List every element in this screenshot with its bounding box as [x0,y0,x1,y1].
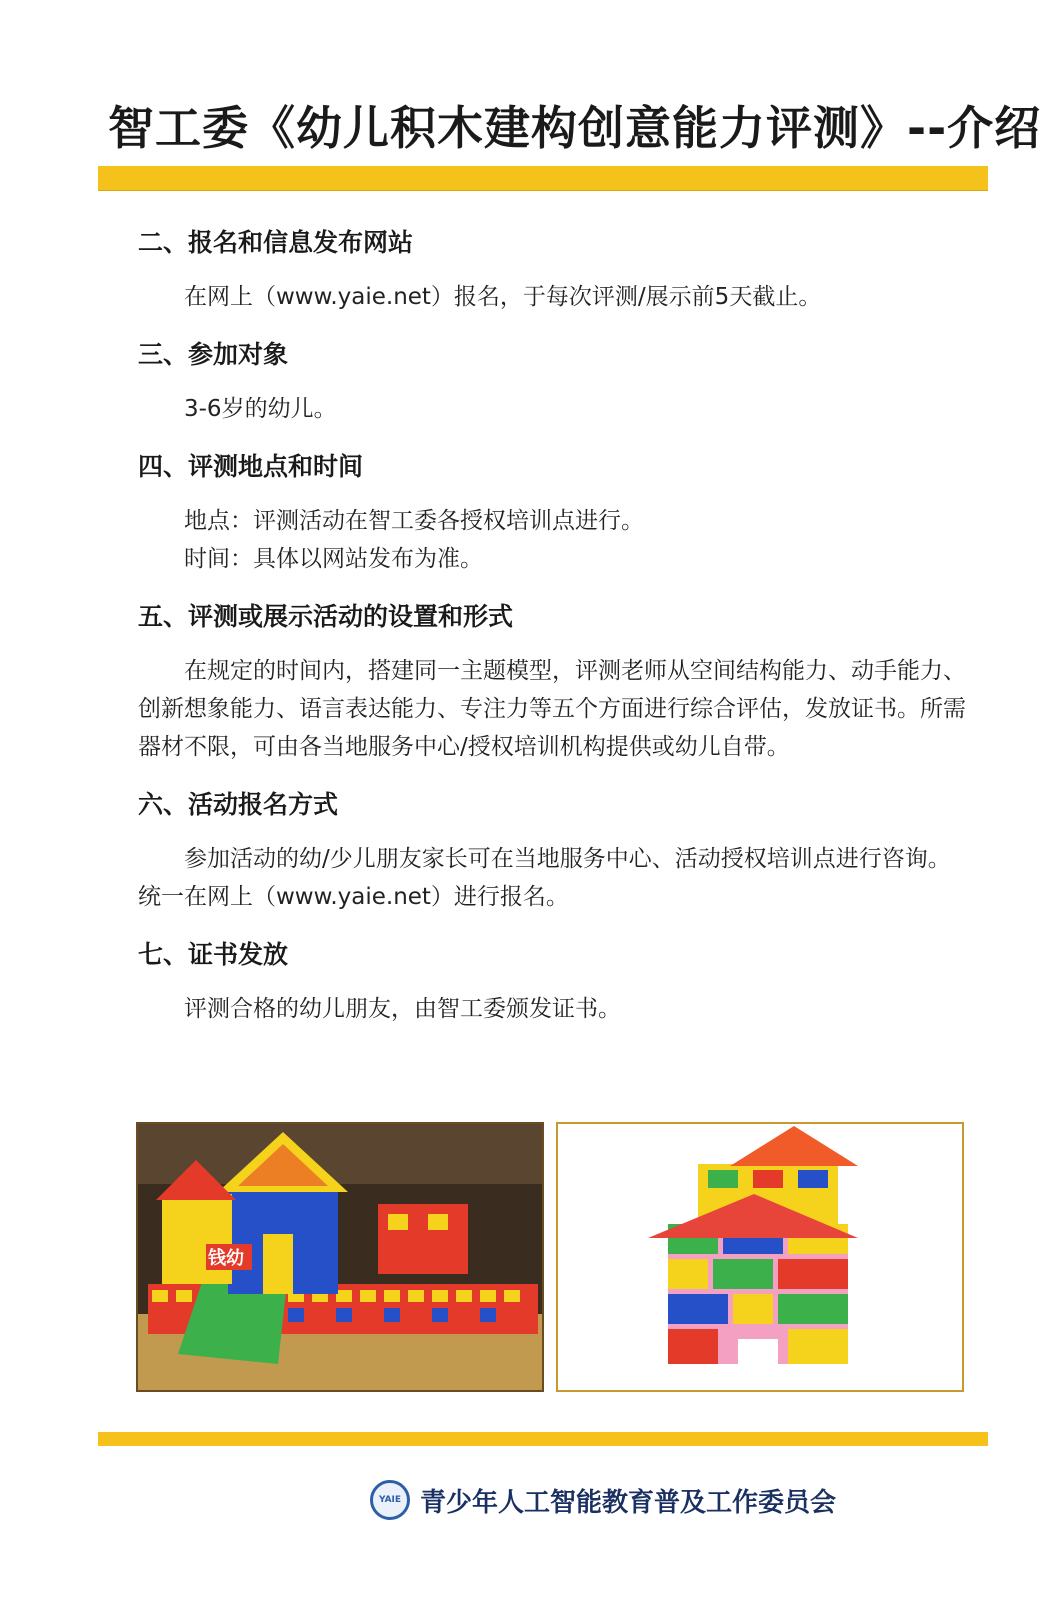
content-body [138,226,973,1028]
section-heading: 六、活动报名方式 [138,790,339,819]
section-text: 3-6岁的幼儿。 [184,396,337,422]
footer [370,1478,836,1522]
bottom-divider-bar [98,1432,988,1446]
organization-name: 青少年人工智能教育普及工作委员会 [420,1487,837,1518]
section-participants [138,338,973,428]
page-title: 智工委《幼儿积木建构创意能力评测》--介绍 [108,101,1042,155]
section-heading: 七、证书发放 [138,940,289,969]
block-house-photo [136,1122,544,1392]
section-text: 在网上（www.yaie.net）报名，于每次评测/展示前5天截止。 [184,284,822,310]
section-text-location: 地点：评测活动在智工委各授权培训点进行。 [184,508,644,534]
section-signup-method [138,788,973,916]
section-heading: 三、参加对象 [138,340,289,369]
section-registration [138,226,973,316]
section-format [138,600,973,766]
section-paragraph: 参加活动的幼/少儿朋友家长可在当地服务中心、活动授权培训点进行咨询。统一在网上（www.yaie.net）进行报名。 [138,846,951,910]
section-heading: 二、报名和信息发布网站 [138,228,414,257]
section-certificate [138,938,973,1028]
section-location-time [138,450,973,578]
section-heading: 五、评测或展示活动的设置和形式 [138,602,514,631]
flag-text: 钱幼 [208,1248,244,1269]
photo-gallery [136,1122,966,1396]
section-text-time: 时间：具体以网站发布为准。 [184,546,483,572]
section-paragraph: 在规定的时间内，搭建同一主题模型，评测老师从空间结构能力、动手能力、创新想象能力、语言表达能力、专注力等五个方面进行综合评估，发放证书。所需器材不限，可由各当地服务中心/授权培训机构提供或幼儿自带。 [138,658,966,760]
section-text: 评测合格的幼儿朋友，由智工委颁发证书。 [184,996,621,1022]
top-divider-bar [98,166,988,190]
section-heading: 四、评测地点和时间 [138,452,364,481]
yaie-logo-icon: YAIE [370,1480,410,1520]
block-tower-photo [556,1122,964,1392]
